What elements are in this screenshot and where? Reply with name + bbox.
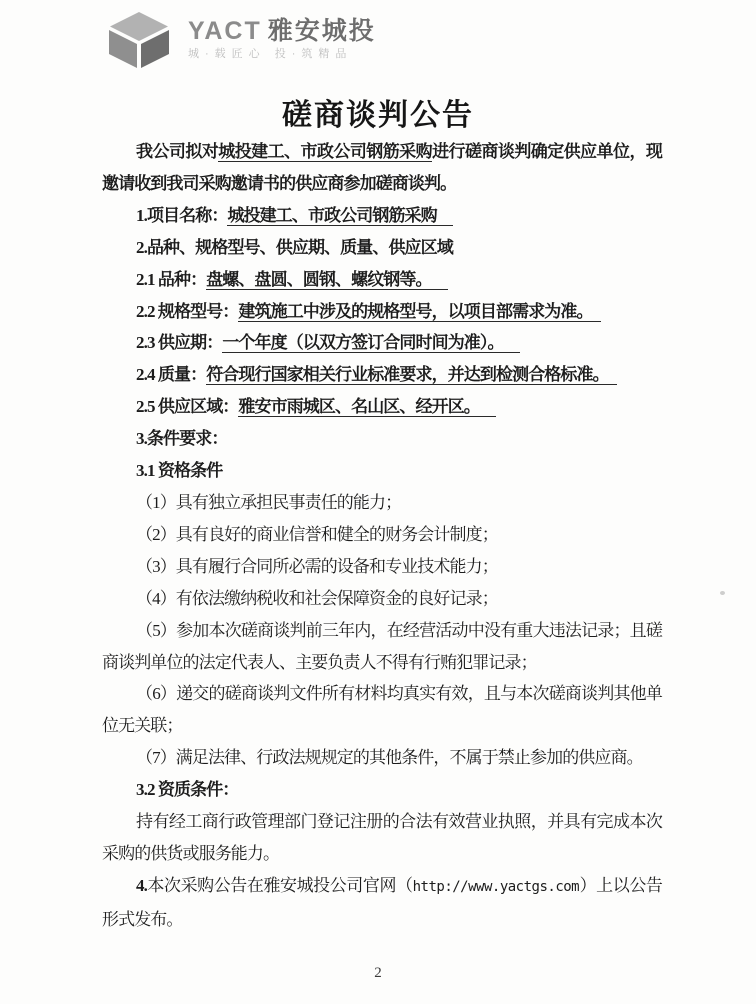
section-3-2-heading: 3.2 资质条件： bbox=[136, 780, 239, 800]
item-2-2-value: 建筑施工中涉及的规格型号，以项目部需求为准。 bbox=[238, 302, 600, 322]
item-4-number: 4. bbox=[136, 875, 147, 895]
item-2-2-label: 2.2 规格型号： bbox=[136, 301, 239, 321]
brand-tagline: 城·载匠心 投·筑精品 bbox=[188, 48, 353, 60]
section-3-1-heading: 3.1 资格条件 bbox=[136, 461, 223, 481]
item-4-text-after-url: ）上以公告形式发布。 bbox=[102, 875, 662, 929]
item-2-2-spec-model bbox=[102, 296, 662, 328]
brand-latin: YACT bbox=[188, 17, 262, 45]
item-2-1-label: 2.1 品种： bbox=[136, 269, 207, 289]
company-website-url: http://www.yactgs.com bbox=[412, 878, 580, 895]
item-2-3-label: 2.3 供应期： bbox=[136, 333, 223, 353]
item-2-heading: 2.品种、规格型号、供应期、质量、供应区域 bbox=[136, 237, 453, 257]
page-title: 磋商谈判公告 bbox=[282, 99, 474, 132]
item-1-value: 城投建工、市政公司钢筋采购 bbox=[227, 206, 452, 226]
qualification-item-1: （1）具有独立承担民事责任的能力； bbox=[136, 492, 402, 512]
qualification-item-3: （3）具有履行合同所必需的设备和专业技术能力； bbox=[136, 556, 498, 576]
item-1-project-name bbox=[102, 200, 662, 232]
item-2-4-quality bbox=[102, 359, 662, 391]
item-2-1-value: 盘螺、盘圆、圆钢、螺纹钢等。 bbox=[206, 270, 447, 290]
qualification-item-5: （5）参加本次磋商谈判前三年内，在经营活动中没有重大违法记录；且磋商谈判单位的法定代表人、主要负责人不得有行贿犯罪记录； bbox=[102, 620, 662, 672]
item-2-3-value: 一个年度（以双方签订合同时间为准）。 bbox=[222, 333, 519, 353]
intro-underlined-subject: 城投建工、市政公司钢筋采购 bbox=[218, 142, 433, 161]
cube-logo-icon bbox=[106, 10, 172, 70]
item-2-5-label: 2.5 供应区域： bbox=[136, 397, 239, 417]
document-body bbox=[102, 136, 662, 936]
item-2-4-label: 2.4 质量： bbox=[136, 365, 207, 385]
logo-text-block bbox=[188, 10, 376, 61]
qualification-item-7: （7）满足法律、行政法规规定的其他条件，不属于禁止参加的供应商。 bbox=[136, 748, 643, 768]
qualification-item-2: （2）具有良好的商业信誉和健全的财务会计制度； bbox=[136, 524, 498, 544]
item-1-label: 1.项目名称： bbox=[136, 205, 228, 225]
intro-paragraph bbox=[102, 136, 662, 200]
item-2-4-value: 符合现行国家相关行业标准要求，并达到检测合格标准。 bbox=[206, 365, 617, 385]
intro-prefix: 我公司拟对 bbox=[136, 142, 219, 161]
item-2-3-supply-period bbox=[102, 327, 662, 359]
page-number: 2 bbox=[374, 965, 382, 981]
qualification-item-6: （6）递交的磋商谈判文件所有材料均真实有效，且与本次磋商谈判其他单位无关联； bbox=[102, 684, 662, 736]
brand-name bbox=[188, 18, 376, 44]
section-3-2-body: 持有经工商行政管理部门登记注册的合法有效营业执照，并具有完成本次采购的供货或服务能力。 bbox=[102, 812, 662, 863]
item-3-heading: 3.条件要求： bbox=[136, 429, 228, 449]
intro-suffix: 进行磋商谈判确定供应单位，现邀请收到我司采购邀请书的供应商参加磋商谈判。 bbox=[102, 142, 662, 193]
brand-chinese: 雅安城投 bbox=[267, 17, 376, 45]
item-2-5-supply-area bbox=[102, 391, 662, 423]
scan-artifact-dot bbox=[720, 591, 725, 595]
qualification-item-4: （4）有依法缴纳税收和社会保障资金的良好记录； bbox=[136, 588, 498, 608]
item-4-text-before-url: 本次采购公告在雅安城投公司官网（ bbox=[146, 875, 413, 895]
item-2-5-value: 雅安市雨城区、名山区、经开区。 bbox=[238, 397, 496, 417]
company-logo bbox=[106, 10, 376, 70]
item-4-publication bbox=[102, 870, 662, 936]
item-2-1-variety bbox=[102, 264, 662, 296]
